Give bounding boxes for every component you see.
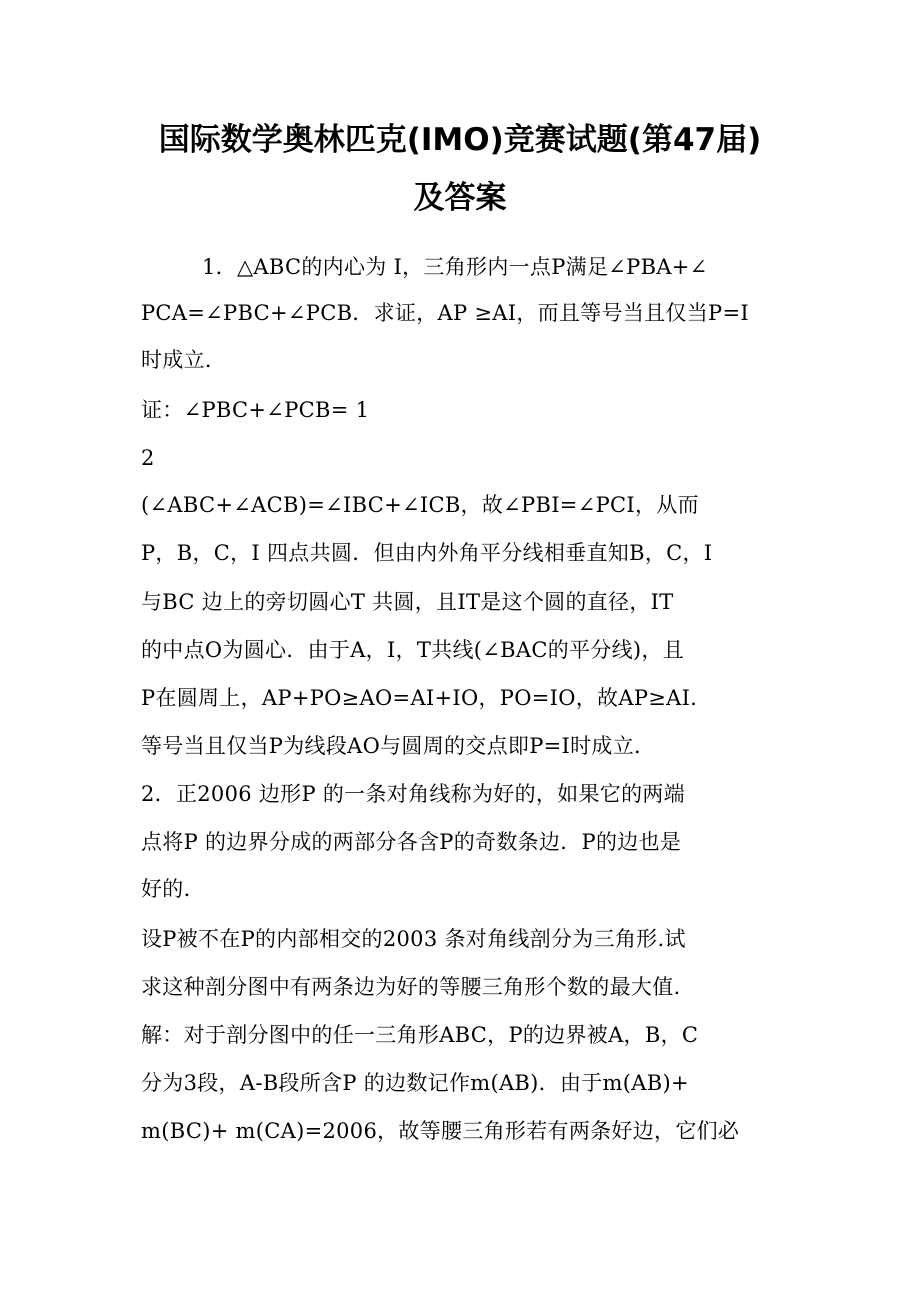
text-line: 时成立． [141, 348, 227, 372]
text-line: P，B，C，I 四点共圆．但由内外角平分线相垂直知B，C，I [141, 541, 713, 565]
text-line: 分为3段，A-B段所含P 的边数记作m(AB)．由于m(AB)+ [141, 1071, 689, 1095]
text-line: 等号当且仅当P为线段AO与圆周的交点即P=I时成立． [141, 734, 656, 758]
text-line: 2．正2006 边形P 的一条对角线称为好的，如果它的两端 [141, 782, 685, 806]
text-line: (∠ABC+∠ACB)=∠IBC+∠ICB，故∠PBI=∠PCI，从而 [141, 493, 699, 517]
text-line: 好的． [141, 877, 205, 901]
text-line: 的中点O为圆心．由于A，I，T共线(∠BAC的平分线)，且 [141, 638, 685, 662]
document-title-line-2: 及答案 [413, 180, 507, 216]
text-line: 2 [141, 446, 155, 470]
text-line: 设P被不在P的内部相交的2003 条对角线剖分为三角形.试 [141, 927, 686, 951]
text-line: m(BC)+ m(CA)=2006，故等腰三角形若有两条好边，它们必 [141, 1119, 740, 1143]
text-line: 1．△ABC的内心为 I，三角形内一点P满足∠PBA+∠ [202, 255, 708, 279]
text-line: 求这种剖分图中有两条边为好的等腰三角形个数的最大值. [141, 975, 681, 999]
text-line: 与BC 边上的旁切圆心T 共圆，且IT是这个圆的直径，IT [141, 590, 674, 614]
text-line: P在圆周上，AP+PO≥AO=AI+IO，PO=IO，故AP≥AI． [141, 686, 712, 710]
text-line: 证：∠PBC+∠PCB= 1 [141, 398, 370, 422]
text-line: PCA=∠PBC+∠PCB．求证，AP ≥AI，而且等号当且仅当P=I [141, 301, 749, 325]
text-line: 解：对于剖分图中的任一三角形ABC，P的边界被A，B，C [141, 1023, 699, 1047]
document-title-line-1: 国际数学奥林匹克(IMO)竞赛试题(第47届) [158, 122, 762, 158]
text-line: 点将P 的边界分成的两部分各含P的奇数条边．P的边也是 [141, 830, 682, 854]
